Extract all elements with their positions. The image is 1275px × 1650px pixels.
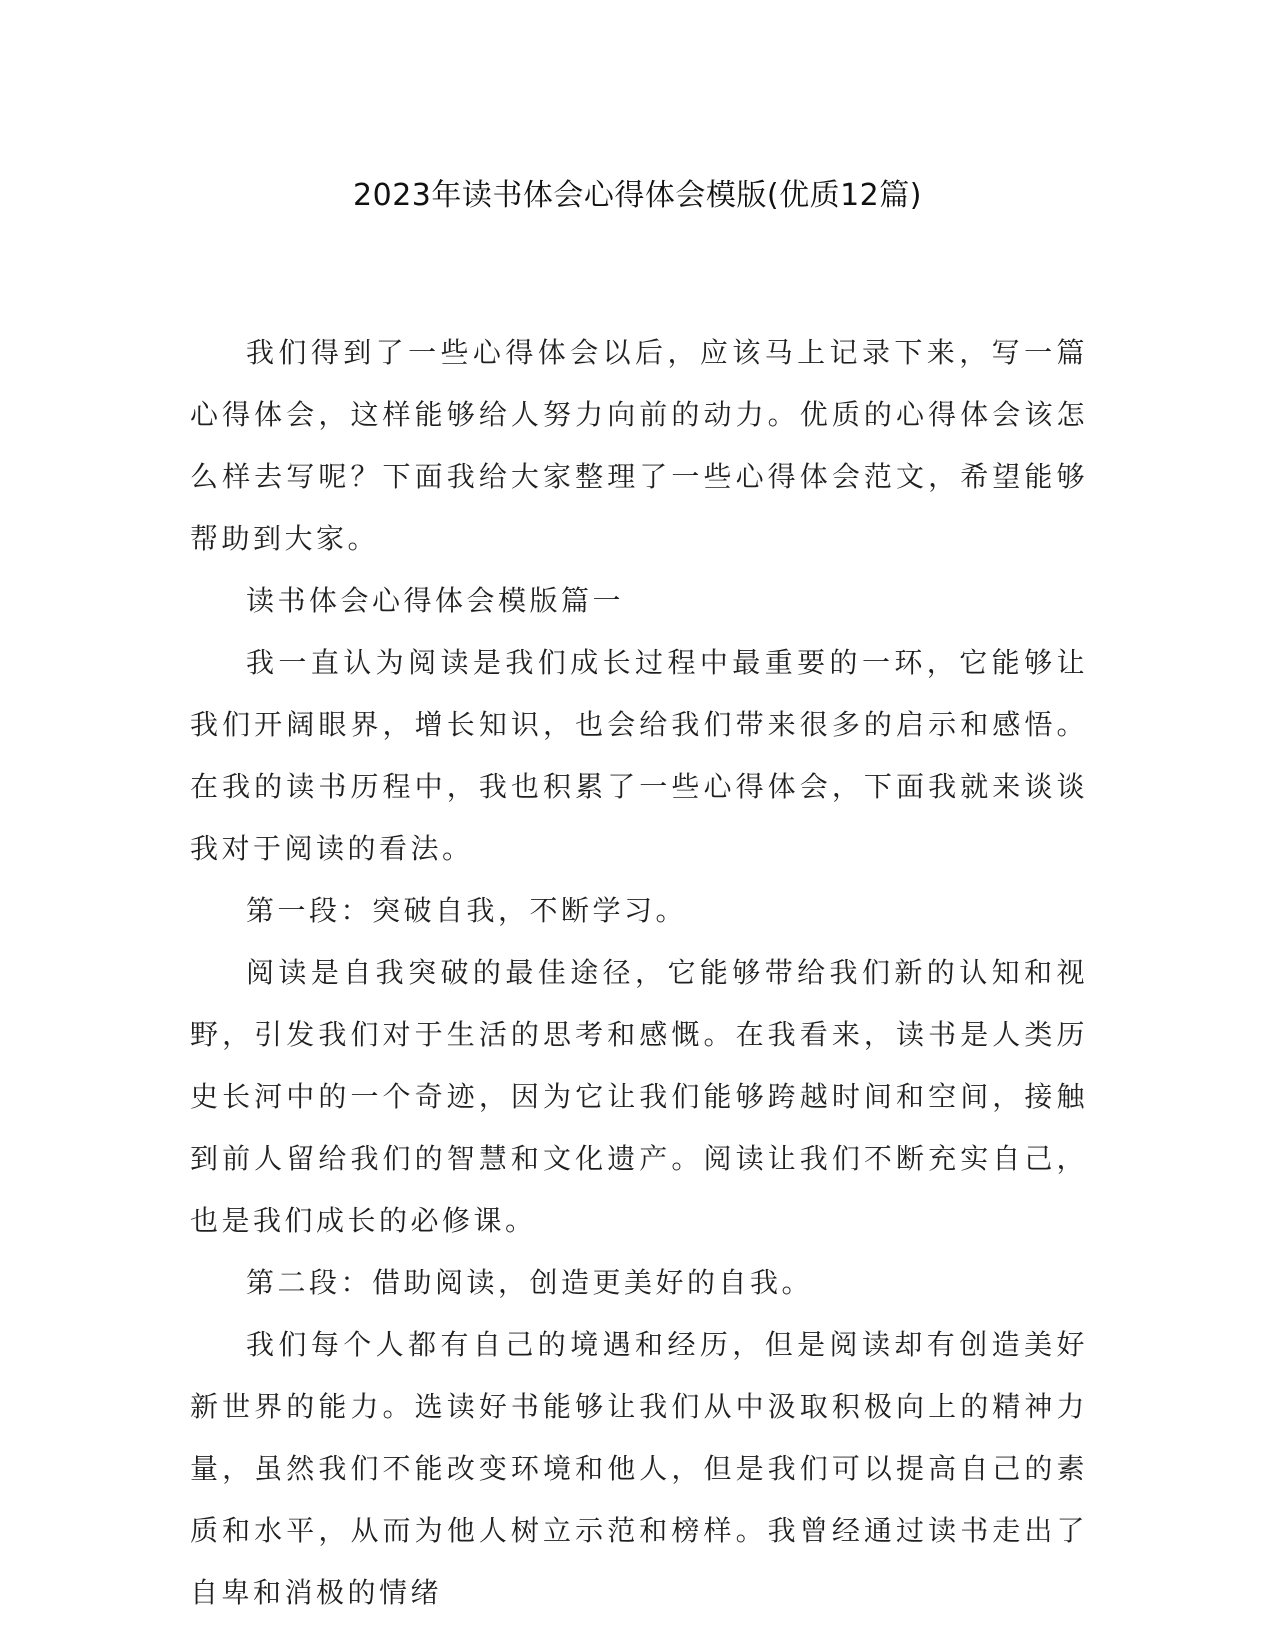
subsection-heading: 第二段：借助阅读，创造更美好的自我。 xyxy=(246,1266,814,1299)
body-paragraph: 我们每个人都有自己的境遇和经历，但是阅读却有创造美好新世界的能力。选读好书能够让我们从中汲取积极向上的精神力量，虽然我们不能改变环境和他人，但是我们可以提高自己的素质和水平，从而为他人树立示范和榜样。我曾经通过读书走出了自卑和消极的情绪 xyxy=(190,1328,1088,1609)
intro-paragraph: 我们得到了一些心得体会以后，应该马上记录下来，写一篇心得体会，这样能够给人努力向前的动力。优质的心得体会该怎么样去写呢？下面我给大家整理了一些心得体会范文，希望能够帮助到大家。 xyxy=(190,336,1088,555)
document-body xyxy=(190,322,1088,1624)
body-paragraph: 阅读是自我突破的最佳途径，它能够带给我们新的认知和视野，引发我们对于生活的思考和感慨。在我看来，读书是人类历史长河中的一个奇迹，因为它让我们能够跨越时间和空间，接触到前人留给我们的智慧和文化遗产。阅读让我们不断充实自己，也是我们成长的必修课。 xyxy=(190,956,1088,1237)
subsection-heading: 第一段：突破自我，不断学习。 xyxy=(246,894,688,927)
section-heading: 读书体会心得体会模版篇一 xyxy=(246,584,625,617)
document-title: 2023年读书体会心得体会模版(优质12篇) xyxy=(353,178,922,213)
body-paragraph: 我一直认为阅读是我们成长过程中最重要的一环，它能够让我们开阔眼界，增长知识，也会给我们带来很多的启示和感悟。在我的读书历程中，我也积累了一些心得体会，下面我就来谈谈我对于阅读的看法。 xyxy=(190,646,1088,865)
